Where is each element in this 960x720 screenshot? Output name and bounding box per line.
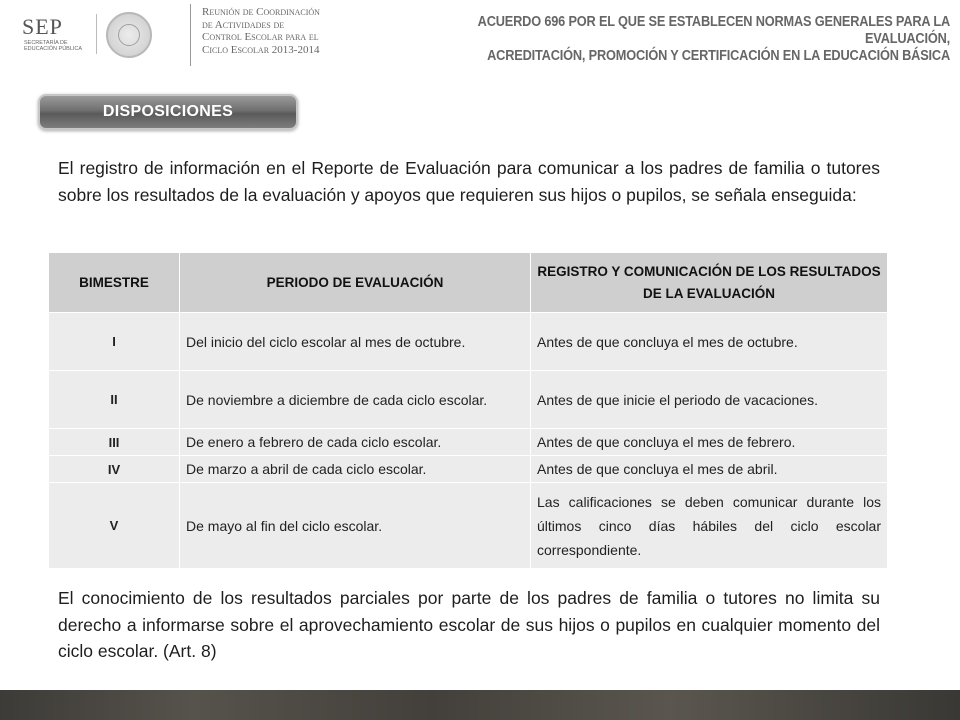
cell-registro: Antes de que inicie el periodo de vacaciones. bbox=[531, 371, 888, 429]
acuerdo-title-line-1: ACUERDO 696 POR EL QUE SE ESTABLECEN NORMAS GENERALES PARA LA EVALUACIÓN, bbox=[477, 14, 950, 47]
table-header-row bbox=[49, 253, 888, 313]
sep-logo bbox=[22, 14, 92, 54]
cell-periodo: De marzo a abril de cada ciclo escolar. bbox=[180, 456, 531, 483]
cell-bimestre: V bbox=[49, 483, 180, 569]
cell-periodo: De enero a febrero de cada ciclo escolar. bbox=[180, 429, 531, 456]
cell-registro: Antes de que concluya el mes de abril. bbox=[531, 456, 888, 483]
evaluation-schedule-table bbox=[48, 252, 888, 569]
cell-registro: Antes de que concluya el mes de octubre. bbox=[531, 313, 888, 371]
table-row bbox=[49, 371, 888, 429]
header-divider bbox=[96, 14, 97, 54]
cell-bimestre: IV bbox=[49, 456, 180, 483]
slide-header bbox=[0, 0, 960, 80]
header-registro: REGISTRO Y COMUNICACIÓN DE LOS RESULTADOS DE LA EVALUACIÓN bbox=[531, 253, 888, 313]
header-divider-2 bbox=[190, 4, 191, 66]
sep-subtitle: SECRETARÍA DE EDUCACIÓN PÚBLICA bbox=[24, 40, 83, 52]
cell-registro: Antes de que concluya el mes de febrero. bbox=[531, 429, 888, 456]
cell-bimestre: III bbox=[49, 429, 180, 456]
closing-paragraph: El conocimiento de los resultados parciales por parte de los padres de familia o tutores no limita su derecho a informarse sobre el aprovechamiento escolar de sus hijos o pupilos en cualquier momento del ciclo escolar. (Art. 8) bbox=[58, 588, 880, 661]
coat-of-arms-seal-icon bbox=[106, 12, 152, 58]
header-bimestre: BIMESTRE bbox=[49, 253, 180, 313]
table-row bbox=[49, 483, 888, 569]
cell-registro: Las calificaciones se deben comunicar durante los últimos cinco días hábiles del ciclo escolar correspondiente. bbox=[531, 483, 888, 569]
acuerdo-title-line-2: ACREDITACIÓN, PROMOCIÓN Y CERTIFICACIÓN EN LA EDUCACIÓN BÁSICA bbox=[487, 48, 950, 64]
cell-bimestre: I bbox=[49, 313, 180, 371]
section-pill bbox=[38, 94, 298, 130]
table-row bbox=[49, 456, 888, 483]
header-periodo: PERIODO DE EVALUACIÓN bbox=[180, 253, 531, 313]
cell-periodo: De noviembre a diciembre de cada ciclo escolar. bbox=[180, 371, 531, 429]
table-row bbox=[49, 313, 888, 371]
table-row bbox=[49, 429, 888, 456]
cell-periodo: Del inicio del ciclo escolar al mes de octubre. bbox=[180, 313, 531, 371]
seal-inner-ring bbox=[118, 24, 140, 46]
footer-bar bbox=[0, 690, 960, 720]
meeting-title: Reunión de Coordinación de Actividades de Control Escolar para el Ciclo Escolar 2013-2014 bbox=[202, 6, 320, 56]
acuerdo-title bbox=[457, 14, 950, 65]
sep-logo-text: SEP bbox=[22, 14, 63, 39]
cell-periodo: De mayo al fin del ciclo escolar. bbox=[180, 483, 531, 569]
cell-bimestre: II bbox=[49, 371, 180, 429]
section-label: DISPOSICIONES bbox=[102, 103, 234, 120]
intro-paragraph: El registro de información en el Reporte de Evaluación para comunicar a los padres de familia o tutores sobre los resultados de la evaluación y apoyos que requieren sus hijos o pupilos, se señala enseguida: bbox=[58, 158, 880, 205]
